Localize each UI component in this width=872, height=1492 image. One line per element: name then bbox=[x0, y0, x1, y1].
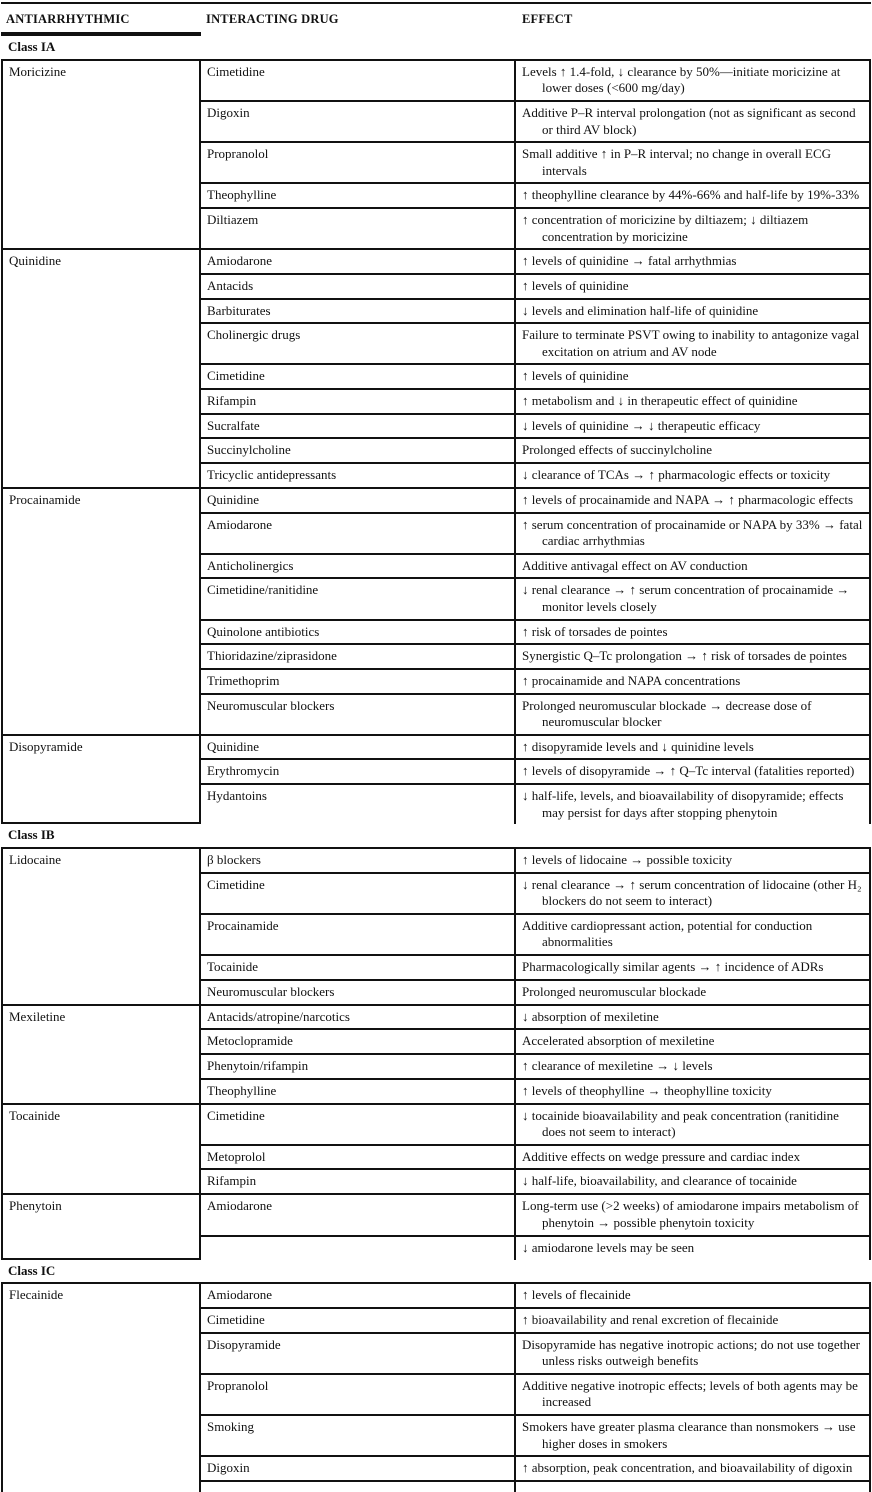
table-row bbox=[201, 324, 869, 365]
interacting-drug-name: Neuromuscular blockers bbox=[207, 983, 335, 999]
effect-cell bbox=[516, 250, 869, 273]
interacting-drug-name: Sucralfate bbox=[207, 417, 260, 433]
effect-cell bbox=[516, 1105, 869, 1144]
interacting-drug-cell bbox=[201, 915, 516, 954]
interacting-drug-cell bbox=[201, 555, 516, 578]
antiarrhythmic-cell bbox=[3, 736, 201, 825]
interacting-drug-cell bbox=[201, 1055, 516, 1078]
table-row bbox=[201, 1416, 869, 1457]
effect-cell bbox=[516, 956, 869, 979]
antiarrhythmic-name: Procainamide bbox=[9, 491, 81, 507]
effect-text: Accelerated absorption of mexiletine bbox=[522, 1033, 715, 1049]
interacting-drug-name: Procainamide bbox=[207, 917, 279, 933]
drug-group bbox=[1, 250, 871, 489]
antiarrhythmic-cell bbox=[3, 1006, 201, 1103]
table-row bbox=[201, 415, 869, 440]
table-row bbox=[201, 621, 869, 646]
effect-text: Additive effects on wedge pressure and cardiac index bbox=[522, 1148, 801, 1164]
antiarrhythmic-cell bbox=[3, 1105, 201, 1194]
table-row bbox=[201, 555, 869, 580]
effect-cell bbox=[516, 1080, 869, 1103]
effect-text: ↓ levels of quinidine → ↓ therapeutic efficacy bbox=[522, 417, 761, 433]
effect-cell bbox=[516, 1030, 869, 1053]
table-row bbox=[201, 579, 869, 620]
drug-group bbox=[1, 61, 871, 251]
interacting-drug-cell bbox=[201, 324, 516, 363]
drug-group bbox=[1, 1006, 871, 1105]
effect-cell bbox=[516, 670, 869, 693]
effect-cell bbox=[516, 760, 869, 783]
column-header-interacting-drug: INTERACTING DRUG bbox=[206, 12, 339, 26]
drug-rows bbox=[201, 1195, 869, 1259]
interacting-drug-cell bbox=[201, 514, 516, 553]
antiarrhythmic-name: Disopyramide bbox=[9, 738, 83, 754]
effect-text: Additive cardiopressant action, potential for conduction abnormalities bbox=[522, 917, 813, 950]
drug-group bbox=[1, 849, 871, 1006]
table-row bbox=[201, 981, 869, 1004]
antiarrhythmic-cell bbox=[3, 1284, 201, 1492]
effect-cell bbox=[516, 61, 869, 100]
effect-cell bbox=[516, 1457, 869, 1480]
interacting-drug-name: Barbiturates bbox=[207, 302, 271, 318]
effect-cell bbox=[516, 1237, 869, 1260]
interacting-drug-name: Rifampin bbox=[207, 1173, 257, 1189]
interacting-drug-cell bbox=[201, 1146, 516, 1169]
interacting-drug-cell bbox=[201, 981, 516, 1004]
interacting-drug-cell bbox=[201, 439, 516, 462]
table-row bbox=[201, 489, 869, 514]
interacting-drug-name: Propranolol bbox=[207, 146, 269, 162]
interacting-drug-cell bbox=[201, 785, 516, 824]
effect-text: ↓ half-life, bioavailability, and clearance of tocainide bbox=[522, 1173, 797, 1189]
effect-text: Smokers have greater plasma clearance than nonsmokers → use higher doses in smokers bbox=[522, 1419, 856, 1451]
antiarrhythmic-name: Quinidine bbox=[9, 253, 61, 269]
drug-group bbox=[1, 1195, 871, 1259]
interacting-drug-cell bbox=[201, 695, 516, 734]
table-row bbox=[201, 1006, 869, 1031]
column-header-effect: EFFECT bbox=[522, 12, 573, 26]
interacting-drug-cell bbox=[201, 849, 516, 872]
interacting-drug-name: Erythromycin bbox=[207, 763, 280, 779]
effect-text: ↑ procainamide and NAPA concentrations bbox=[522, 672, 741, 688]
interacting-drug-name: Digoxin bbox=[207, 104, 250, 120]
antiarrhythmic-cell bbox=[3, 1195, 201, 1259]
effect-text: ↑ concentration of moricizine by diltiazem; ↓ diltiazem concentration by moricizine bbox=[522, 212, 809, 244]
interacting-drug-cell bbox=[201, 415, 516, 438]
interacting-drug-name: Amiodarone bbox=[207, 1198, 272, 1214]
interacting-drug-cell bbox=[201, 1416, 516, 1455]
effect-text: Additive P–R interval prolongation (not as significant as second or third AV block) bbox=[522, 104, 856, 137]
effect-cell bbox=[516, 439, 869, 462]
interacting-drug-cell bbox=[201, 1006, 516, 1029]
interacting-drug-cell bbox=[201, 1105, 516, 1144]
interacting-drug-name: Cholinergic drugs bbox=[207, 327, 301, 343]
effect-cell bbox=[516, 365, 869, 388]
interacting-drug-cell bbox=[201, 645, 516, 668]
effect-cell bbox=[516, 464, 869, 487]
table-row bbox=[201, 760, 869, 785]
table-row bbox=[201, 184, 869, 209]
interacting-drug-name: Disopyramide bbox=[207, 1336, 281, 1352]
effect-cell bbox=[516, 102, 869, 141]
table-row bbox=[201, 874, 869, 915]
effect-cell bbox=[516, 1375, 869, 1414]
effect-cell bbox=[516, 324, 869, 363]
class-section-label: Class IC bbox=[1, 1260, 871, 1285]
effect-cell bbox=[516, 579, 869, 618]
interacting-drug-name: Succinylcholine bbox=[207, 442, 291, 458]
interacting-drug-cell bbox=[201, 956, 516, 979]
effect-cell bbox=[516, 275, 869, 298]
interacting-drug-cell bbox=[201, 1334, 516, 1373]
effect-text: ↑ bioavailability and renal excretion of flecainide bbox=[522, 1311, 779, 1327]
interacting-drug-name: Metoclopramide bbox=[207, 1033, 293, 1049]
interacting-drug-cell bbox=[201, 1080, 516, 1103]
effect-cell bbox=[516, 1146, 869, 1169]
interacting-drug-cell bbox=[201, 736, 516, 759]
table-row bbox=[201, 1457, 869, 1482]
effect-text: Additive antivagal effect on AV conduction bbox=[522, 557, 748, 573]
effect-text: Additive negative inotropic effects; levels of both agents may be increased bbox=[522, 1377, 858, 1410]
effect-text: ↑ levels of flecainide bbox=[522, 1287, 631, 1303]
effect-text: ↑ clearance of mexiletine → ↓ levels bbox=[522, 1057, 713, 1073]
effect-cell bbox=[516, 489, 869, 512]
interacting-drug-name: Cimetidine bbox=[207, 1107, 265, 1123]
antiarrhythmic-name: Lidocaine bbox=[9, 851, 61, 867]
table-row bbox=[201, 1195, 869, 1236]
interacting-drug-name: Propranolol bbox=[207, 1377, 269, 1393]
effect-cell bbox=[516, 300, 869, 323]
table-row bbox=[201, 1375, 869, 1416]
table-row-partial bbox=[201, 1482, 869, 1492]
table-row bbox=[201, 300, 869, 325]
drug-rows bbox=[201, 849, 869, 1004]
antiarrhythmic-name: Mexiletine bbox=[9, 1008, 66, 1024]
effect-cell bbox=[516, 736, 869, 759]
drug-rows bbox=[201, 1006, 869, 1103]
interacting-drug-name: Digoxin bbox=[207, 1460, 250, 1476]
effect-cell bbox=[516, 874, 869, 913]
effect-cell bbox=[516, 645, 869, 668]
interacting-drug-name: Metoprolol bbox=[207, 1148, 266, 1164]
table-row bbox=[201, 695, 869, 734]
effect-cell bbox=[516, 1006, 869, 1029]
table-row bbox=[201, 1284, 869, 1309]
effect-text: Prolonged neuromuscular blockade → decrease dose of neuromuscular blocker bbox=[522, 697, 812, 730]
effect-cell bbox=[516, 514, 869, 553]
drug-group bbox=[1, 736, 871, 825]
effect-text: ↑ disopyramide levels and ↓ quinidine levels bbox=[522, 738, 754, 754]
effect-text: ↑ theophylline clearance by 44%-66% and half-life by 19%-33% bbox=[522, 187, 860, 203]
table-row bbox=[201, 439, 869, 464]
interacting-drug-cell bbox=[201, 621, 516, 644]
interacting-drug-cell bbox=[201, 102, 516, 141]
effect-cell bbox=[516, 1055, 869, 1078]
interacting-drug-cell bbox=[201, 1309, 516, 1332]
effect-text: ↑ serum concentration of procainamide or NAPA by 33% → fatal cardiac arrhythmias bbox=[522, 516, 863, 549]
interacting-drug-cell bbox=[201, 489, 516, 512]
interacting-drug-name: Anticholinergics bbox=[207, 557, 294, 573]
effect-cell bbox=[516, 621, 869, 644]
table-row bbox=[201, 390, 869, 415]
effect-cell bbox=[516, 1195, 869, 1234]
interacting-drug-cell bbox=[201, 184, 516, 207]
interacting-drug-name: Tricyclic antidepressants bbox=[207, 466, 337, 482]
table-row bbox=[201, 645, 869, 670]
interacting-drug-cell bbox=[201, 1195, 516, 1234]
table-row bbox=[201, 1105, 869, 1146]
table-row bbox=[201, 275, 869, 300]
effect-text: ↓ tocainide bioavailability and peak concentration (ranitidine does not seem to interact) bbox=[522, 1107, 839, 1140]
antiarrhythmic-cell bbox=[3, 61, 201, 249]
column-header-antiarrhythmic: ANTIARRHYTHMIC bbox=[1, 4, 201, 36]
interacting-drug-name: Diltiazem bbox=[207, 212, 259, 227]
interacting-drug-name: Tocainide bbox=[207, 959, 259, 974]
effect-text: ↑ levels of procainamide and NAPA → ↑ pharmacologic effects bbox=[522, 491, 854, 507]
interacting-drug-cell bbox=[201, 300, 516, 323]
antiarrhythmic-cell bbox=[3, 489, 201, 734]
table-row bbox=[201, 1170, 869, 1193]
effect-text: ↓ half-life, levels, and bioavailability of disopyramide; effects may persist for days after stopping phenytoin bbox=[522, 788, 844, 820]
table-row bbox=[201, 736, 869, 761]
effect-text: ↑ levels of quinidine bbox=[522, 368, 629, 384]
table-row bbox=[201, 1334, 869, 1375]
interacting-drug-cell bbox=[201, 1030, 516, 1053]
table-row bbox=[201, 1146, 869, 1171]
interacting-drug-name: Quinidine bbox=[207, 738, 259, 754]
effect-cell bbox=[516, 555, 869, 578]
effect-cell bbox=[516, 390, 869, 413]
effect-text: Pharmacologically similar agents → ↑ incidence of ADRs bbox=[522, 959, 824, 974]
table-row bbox=[201, 61, 869, 102]
antiarrhythmic-name: Phenytoin bbox=[9, 1198, 62, 1214]
antiarrhythmic-name: Flecainide bbox=[9, 1287, 64, 1303]
effect-cell bbox=[516, 785, 869, 824]
drug-group bbox=[1, 1284, 871, 1492]
interacting-drug-name: Smoking bbox=[207, 1419, 254, 1434]
effect-text: ↓ renal clearance → ↑ serum concentration of lidocaine (other H₂ blockers do not seem to interact) bbox=[522, 876, 862, 909]
interacting-drug-name: Cimetidine bbox=[207, 1311, 265, 1327]
table-row bbox=[201, 1309, 869, 1334]
effect-text: ↓ levels and elimination half-life of quinidine bbox=[522, 302, 759, 318]
interacting-drug-cell bbox=[201, 579, 516, 618]
drug-rows bbox=[201, 1284, 869, 1492]
drug-rows bbox=[201, 489, 869, 734]
drug-rows bbox=[201, 1105, 869, 1194]
interacting-drug-cell bbox=[201, 250, 516, 273]
table-row bbox=[201, 365, 869, 390]
interacting-drug-name: Cimetidine bbox=[207, 876, 265, 892]
effect-text: ↓ absorption of mexiletine bbox=[522, 1008, 659, 1024]
effect-cell bbox=[516, 184, 869, 207]
effect-cell bbox=[516, 415, 869, 438]
effect-text: Failure to terminate PSVT owing to inability to antagonize vagal excitation on atrium and AV node bbox=[522, 327, 860, 359]
effect-text: Small additive ↑ in P–R interval; no change in overall ECG intervals bbox=[522, 146, 832, 178]
drug-rows bbox=[201, 250, 869, 487]
effect-text: ↑ absorption, peak concentration, and bioavailability of digoxin bbox=[522, 1460, 853, 1476]
interacting-drug-cell bbox=[201, 464, 516, 487]
table-row bbox=[201, 1080, 869, 1103]
effect-cell bbox=[516, 1170, 869, 1193]
interacting-drug-cell bbox=[201, 365, 516, 388]
effect-text: Disopyramide has negative inotropic actions; do not use together unless risks outweigh benefits bbox=[522, 1336, 860, 1369]
interacting-drug-name: Amiodarone bbox=[207, 1287, 272, 1303]
antiarrhythmic-cell bbox=[3, 849, 201, 1004]
effect-text: ↑ risk of torsades de pointes bbox=[522, 623, 668, 639]
effect-text: ↓ renal clearance → ↑ serum concentration of procainamide → monitor levels closely bbox=[522, 582, 850, 614]
table-body bbox=[1, 36, 871, 1492]
effect-cell bbox=[516, 1334, 869, 1373]
effect-text: Long-term use (>2 weeks) of amiodarone impairs metabolism of phenytoin → possible phenytoin toxicity bbox=[522, 1198, 859, 1230]
effect-text: ↑ levels of quinidine → fatal arrhythmias bbox=[522, 253, 737, 269]
table-row bbox=[201, 143, 869, 184]
effect-text: ↑ levels of lidocaine → possible toxicity bbox=[522, 851, 733, 867]
antiarrhythmic-name: Moricizine bbox=[9, 63, 67, 79]
interacting-drug-name: Neuromuscular blockers bbox=[207, 697, 335, 713]
interacting-drug-cell bbox=[201, 390, 516, 413]
interacting-drug-name: Cimetidine bbox=[207, 63, 265, 79]
interacting-drug-cell bbox=[201, 1237, 516, 1260]
table-row bbox=[201, 956, 869, 981]
drug-rows bbox=[201, 736, 869, 825]
drug-rows bbox=[201, 61, 869, 249]
interacting-drug-name: β blockers bbox=[207, 851, 261, 867]
interacting-drug-cell bbox=[201, 1457, 516, 1480]
interacting-drug-name: Theophylline bbox=[207, 187, 277, 203]
interacting-drug-cell bbox=[201, 1284, 516, 1307]
table-row bbox=[201, 209, 869, 248]
table-row bbox=[201, 670, 869, 695]
interacting-drug-cell bbox=[201, 1482, 516, 1492]
interacting-drug-name: Amiodarone bbox=[207, 253, 272, 269]
effect-text: Prolonged effects of succinylcholine bbox=[522, 442, 713, 458]
interacting-drug-cell bbox=[201, 143, 516, 182]
effect-cell bbox=[516, 209, 869, 248]
effect-text: Prolonged neuromuscular blockade bbox=[522, 983, 707, 999]
interacting-drug-name: Cimetidine bbox=[207, 368, 265, 384]
table-row bbox=[201, 785, 869, 824]
interacting-drug-cell bbox=[201, 874, 516, 913]
effect-text: ↓ amiodarone levels may be seen bbox=[522, 1239, 695, 1255]
class-section-label: Class IA bbox=[1, 36, 871, 61]
interacting-drug-cell bbox=[201, 209, 516, 248]
effect-text: ↑ levels of theophylline → theophylline toxicity bbox=[522, 1082, 772, 1098]
interacting-drug-cell bbox=[201, 670, 516, 693]
drug-group bbox=[1, 1105, 871, 1196]
effect-cell bbox=[516, 1284, 869, 1307]
antiarrhythmic-cell bbox=[3, 250, 201, 487]
interacting-drug-cell bbox=[201, 1170, 516, 1193]
interacting-drug-name: Hydantoins bbox=[207, 788, 267, 803]
interacting-drug-cell bbox=[201, 61, 516, 100]
interacting-drug-name: Theophylline bbox=[207, 1082, 277, 1098]
interacting-drug-cell bbox=[201, 760, 516, 783]
table-row bbox=[201, 1237, 869, 1260]
class-section-label: Class IB bbox=[1, 824, 871, 849]
effect-text: Levels ↑ 1.4-fold, ↓ clearance by 50%—initiate moricizine at lower doses (<600 mg/day) bbox=[522, 63, 841, 96]
effect-text: ↑ levels of quinidine bbox=[522, 277, 629, 293]
effect-text: ↓ clearance of TCAs → ↑ pharmacologic effects or toxicity bbox=[522, 466, 831, 482]
interacting-drug-name: Antacids/atropine/narcotics bbox=[207, 1008, 350, 1024]
interacting-drug-name: Rifampin bbox=[207, 393, 257, 408]
effect-cell bbox=[516, 915, 869, 954]
interacting-drug-name: Amiodarone bbox=[207, 516, 272, 532]
effect-text: ↑ metabolism and ↓ in therapeutic effect of quinidine bbox=[522, 393, 798, 408]
effect-cell bbox=[516, 1482, 869, 1492]
antiarrhythmic-name: Tocainide bbox=[9, 1107, 61, 1123]
effect-text: ↑ levels of disopyramide → ↑ Q–Tc interval (fatalities reported) bbox=[522, 763, 855, 779]
interacting-drug-name: Quinolone antibiotics bbox=[207, 623, 320, 639]
table-row bbox=[201, 849, 869, 874]
table-row bbox=[201, 464, 869, 487]
interacting-drug-name: Phenytoin/rifampin bbox=[207, 1057, 309, 1073]
interacting-drug-name: Cimetidine/ranitidine bbox=[207, 582, 319, 598]
effect-cell bbox=[516, 1309, 869, 1332]
drug-group bbox=[1, 489, 871, 736]
interacting-drug-cell bbox=[201, 275, 516, 298]
table-row bbox=[201, 102, 869, 143]
table-row bbox=[201, 915, 869, 956]
effect-text: Synergistic Q–Tc prolongation → ↑ risk of torsades de pointes bbox=[522, 648, 847, 664]
interacting-drug-name: Trimethoprim bbox=[207, 672, 280, 688]
table-header-row bbox=[1, 2, 871, 36]
table-row bbox=[201, 250, 869, 275]
effect-cell bbox=[516, 695, 869, 734]
interacting-drug-name: Antacids bbox=[207, 277, 254, 293]
interacting-drug-name: Quinidine bbox=[207, 491, 259, 507]
interacting-drug-name: Thioridazine/ziprasidone bbox=[207, 648, 337, 664]
effect-cell bbox=[516, 143, 869, 182]
effect-cell bbox=[516, 981, 869, 1004]
table-row bbox=[201, 514, 869, 555]
table-row bbox=[201, 1030, 869, 1055]
effect-cell bbox=[516, 1416, 869, 1455]
interacting-drug-cell bbox=[201, 1375, 516, 1414]
effect-cell bbox=[516, 849, 869, 872]
table-row bbox=[201, 1055, 869, 1080]
